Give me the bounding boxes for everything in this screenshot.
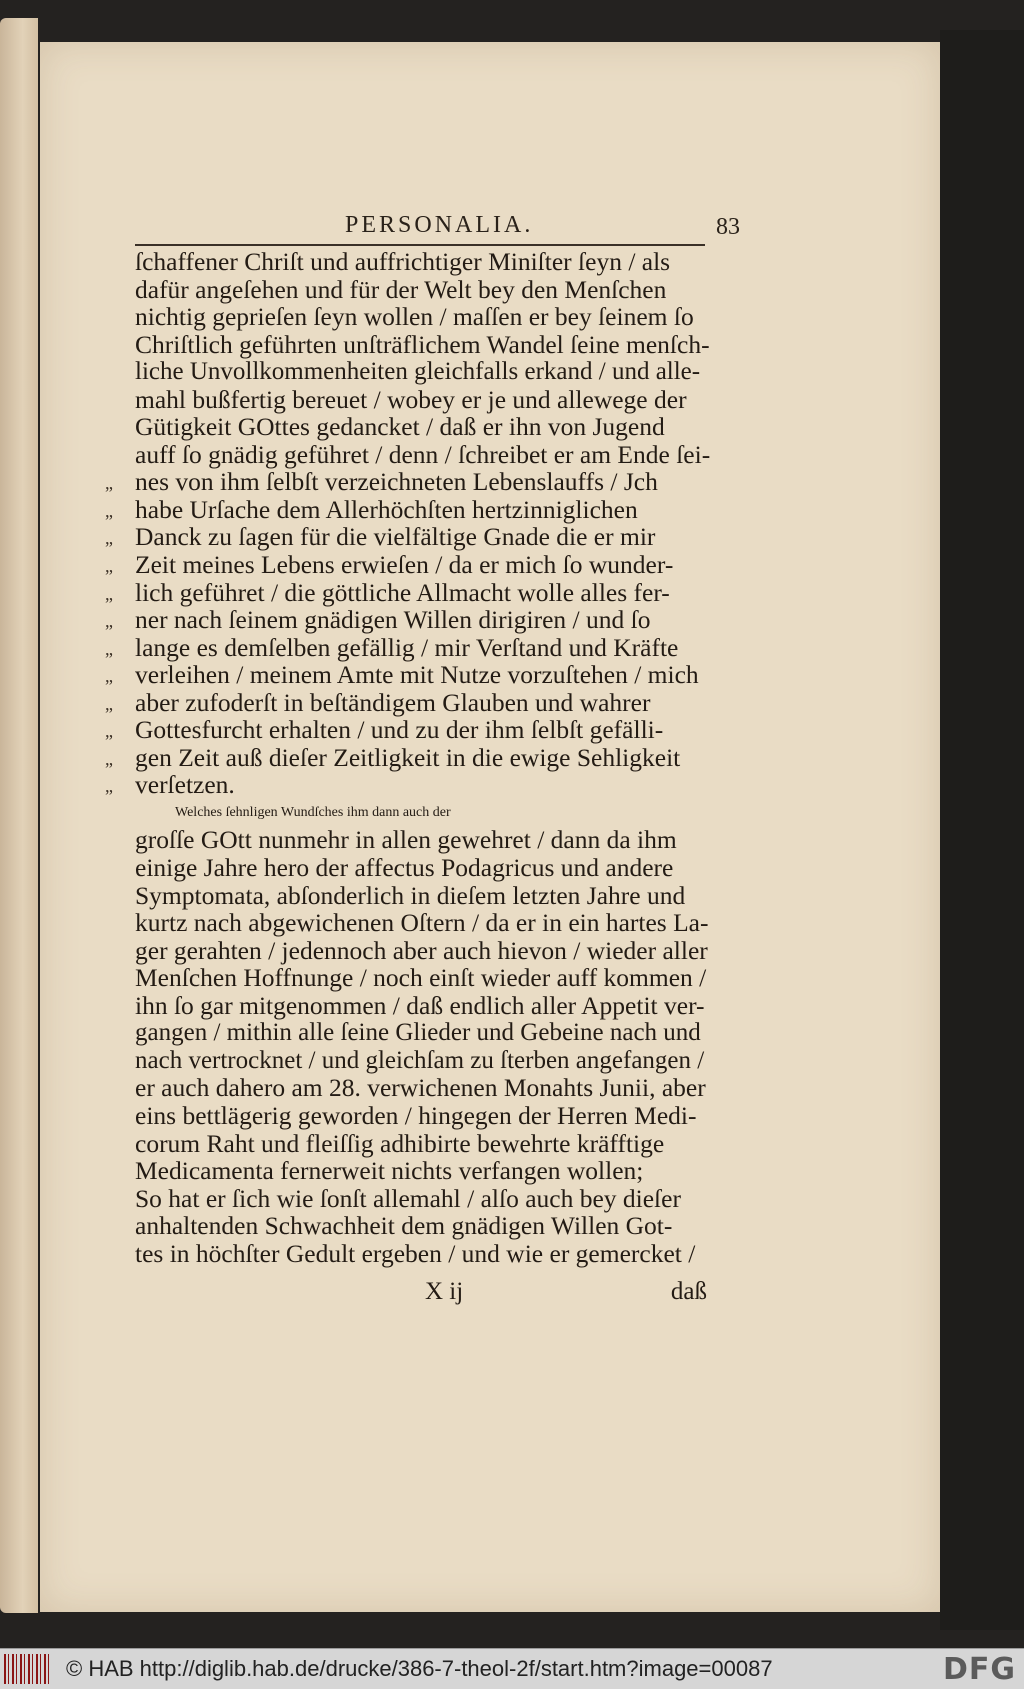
line-text: Symptomata, abſonderlich in dieſem letzten Jahre und: [135, 880, 686, 910]
text-line: [105, 771, 710, 799]
text-line: [105, 1102, 710, 1130]
line-text: ihn ſo gar mitgenommen / daß endlich aller Appetit ver-: [135, 990, 705, 1020]
quotation-mark: [105, 303, 135, 331]
quotation-mark: „: [105, 776, 113, 797]
quotation-mark: [105, 1185, 135, 1213]
text-line: [105, 964, 710, 992]
viewer-footer: [0, 1648, 1024, 1689]
line-text: kurtz nach abgewichenen Oſtern / da er in ein hartes La-: [135, 908, 709, 938]
text-line: [105, 1185, 710, 1213]
quotation-mark: [105, 964, 135, 992]
text-line: [105, 579, 710, 607]
text-line: [105, 248, 710, 276]
text-line: [105, 744, 710, 772]
text-line: [105, 441, 710, 469]
quotation-mark: „: [105, 473, 113, 494]
text-line: [105, 523, 710, 551]
text-line: [105, 689, 710, 717]
line-text: Zeit meines Lebens erwieſen / da er mich ſo wunder-: [135, 550, 674, 580]
line-text: nach vertrocknet / und gleichſam zu ſterben angefangen /: [135, 1046, 705, 1074]
text-line: [105, 358, 710, 386]
line-text: verſetzen.: [135, 770, 235, 800]
line-text: Gütigkeit GOttes gedancket / daß er ihn von Jugend: [135, 412, 665, 442]
page-number: 83: [716, 214, 740, 240]
page-footer-line: [135, 1278, 707, 1308]
text-line: [105, 1240, 710, 1268]
body-text: [105, 248, 710, 1267]
quotation-mark: [105, 1130, 135, 1158]
text-line: [105, 468, 710, 496]
line-text: gen Zeit auß dieſer Zeitligkeit in die ewige Sehligkeit: [135, 742, 681, 772]
text-line: [105, 937, 710, 965]
dfg-logo: DFG: [942, 1651, 1016, 1687]
line-text: So hat er ſich wie ſonſt allemahl / alſo auch bey dieſer: [135, 1183, 681, 1213]
line-text: Danck zu ſagen für die vielfältige Gnade die er mir: [135, 522, 656, 552]
line-text: mahl bußfertig bereuet / wobey er je und allewege der: [135, 384, 687, 414]
catchword: daß: [670, 1278, 707, 1305]
hab-logo-icon: [4, 1654, 52, 1684]
line-text: lange es demſelben gefällig / mir Verſtand und Kräfte: [135, 632, 679, 662]
text-line: [105, 661, 710, 689]
quotation-mark: [105, 937, 135, 965]
text-line: [105, 303, 710, 331]
text-line: [105, 386, 710, 414]
text-line: [105, 1130, 710, 1158]
text-line: [105, 799, 710, 827]
quotation-mark: [105, 248, 135, 276]
line-text: Gottesfurcht erhalten / und zu der ihm ſelbſt gefälli-: [135, 715, 664, 745]
line-text: habe Urſache dem Allerhöchſten hertzinniglichen: [135, 494, 638, 524]
text-line: [105, 606, 710, 634]
line-text: Medicamenta fernerweit nichts verfangen wollen;: [135, 1156, 644, 1186]
quotation-mark: [105, 1102, 135, 1130]
quotation-mark: „: [105, 611, 113, 632]
quotation-mark: [105, 386, 135, 414]
text-line: [105, 1019, 710, 1047]
text-line: [105, 716, 710, 744]
quotation-mark: „: [105, 638, 113, 659]
quotation-mark: [105, 1157, 135, 1185]
line-text: auff ſo gnädig geführet / denn / ſchreibet er am Ende ſei-: [135, 439, 711, 469]
quotation-mark: [105, 358, 135, 386]
copyright-link[interactable]: © HAB http://diglib.hab.de/drucke/386-7-theol-2f/start.htm?image=00087: [66, 1656, 773, 1681]
line-text: corum Raht und fleiſſig adhibirte bewehrte kräfftige: [135, 1128, 665, 1158]
quotation-mark: „: [105, 583, 113, 604]
quotation-mark: „: [105, 556, 113, 577]
scan-right-margin: [940, 30, 1024, 1630]
line-text: anhaltenden Schwachheit dem gnädigen Willen Got-: [135, 1211, 673, 1241]
quotation-mark: [105, 826, 135, 854]
line-text: einige Jahre hero der affectus Podagricus und andere: [135, 853, 674, 883]
previous-page-edge: [0, 18, 38, 1613]
quotation-mark: „: [105, 693, 113, 714]
line-text: liche Unvollkommenheiten gleichfalls erkand / und alle-: [135, 358, 701, 386]
quotation-mark: [105, 909, 135, 937]
quotation-mark: [105, 799, 135, 827]
text-line: [105, 854, 710, 882]
line-text: groſſe GOtt nunmehr in allen gewehret / dann da ihm: [135, 825, 677, 855]
text-line: [105, 826, 710, 854]
quotation-mark: [105, 1074, 135, 1102]
text-line: [105, 276, 710, 304]
text-line: [105, 882, 710, 910]
text-line: [105, 496, 710, 524]
quotation-mark: [105, 1240, 135, 1268]
text-line: [105, 413, 710, 441]
line-text: Welches ſehnligen Wundſches ihm dann auch der: [175, 804, 451, 820]
line-text: er auch dahero am 28. verwichenen Monahts Junii, aber: [135, 1073, 706, 1103]
quotation-mark: „: [105, 528, 113, 549]
quotation-mark: [105, 441, 135, 469]
quotation-mark: „: [105, 748, 113, 769]
line-text: dafür angeſehen und für der Welt bey den Menſchen: [135, 274, 667, 304]
quotation-mark: [105, 992, 135, 1020]
text-line: [105, 909, 710, 937]
line-text: ger gerahten / jedennoch aber auch hievon / wieder aller: [135, 935, 708, 965]
line-text: Chriſtlich geführten unſträflichem Wandel ſeine menſch-: [135, 329, 710, 359]
line-text: nichtig geprieſen ſeyn wollen / maſſen er bey ſeinem ſo: [135, 302, 694, 332]
signature-mark: X ij: [425, 1278, 464, 1305]
line-text: gangen / mithin alle ſeine Glieder und Gebeine nach und: [135, 1019, 701, 1047]
quotation-mark: „: [105, 500, 113, 521]
quotation-mark: [105, 413, 135, 441]
text-line: [105, 992, 710, 1020]
quotation-mark: [105, 1047, 135, 1075]
text-line: [105, 1047, 710, 1075]
line-text: aber zufoderſt in beſtändigem Glauben und wahrer: [135, 687, 651, 717]
quotation-mark: [105, 276, 135, 304]
quotation-mark: „: [105, 666, 113, 687]
text-line: [105, 634, 710, 662]
line-text: ner nach ſeinem gnädigen Willen dirigiren / und ſo: [135, 605, 651, 635]
text-line: [105, 331, 710, 359]
line-text: lich geführet / die göttliche Allmacht wolle alles fer-: [135, 577, 670, 607]
line-text: verleihen / meinem Amte mit Nutze vorzuſtehen / mich: [135, 660, 699, 690]
running-title: PERSONALIA.: [345, 212, 534, 238]
page-header: [135, 212, 745, 252]
quotation-mark: [105, 1212, 135, 1240]
text-line: [105, 1157, 710, 1185]
line-text: eins bettlägerig geworden / hingegen der Herren Medi-: [135, 1100, 697, 1130]
line-text: ſchaffener Chriſt und auffrichtiger Miniſter ſeyn / als: [135, 247, 671, 276]
text-line: [105, 551, 710, 579]
quotation-mark: [105, 331, 135, 359]
quotation-mark: „: [105, 721, 113, 742]
text-line: [105, 1074, 710, 1102]
line-text: Menſchen Hoffnunge / noch einſt wieder auff kommen /: [135, 963, 707, 993]
quotation-mark: [105, 1019, 135, 1047]
header-rule: [135, 244, 705, 246]
quotation-mark: [105, 882, 135, 910]
line-text: tes in höchſter Gedult ergeben / und wie er gemercket /: [135, 1238, 696, 1268]
quotation-mark: [105, 854, 135, 882]
line-text: nes von ihm ſelbſt verzeichneten Lebenslauffs / Jch: [135, 467, 658, 497]
text-line: [105, 1212, 710, 1240]
